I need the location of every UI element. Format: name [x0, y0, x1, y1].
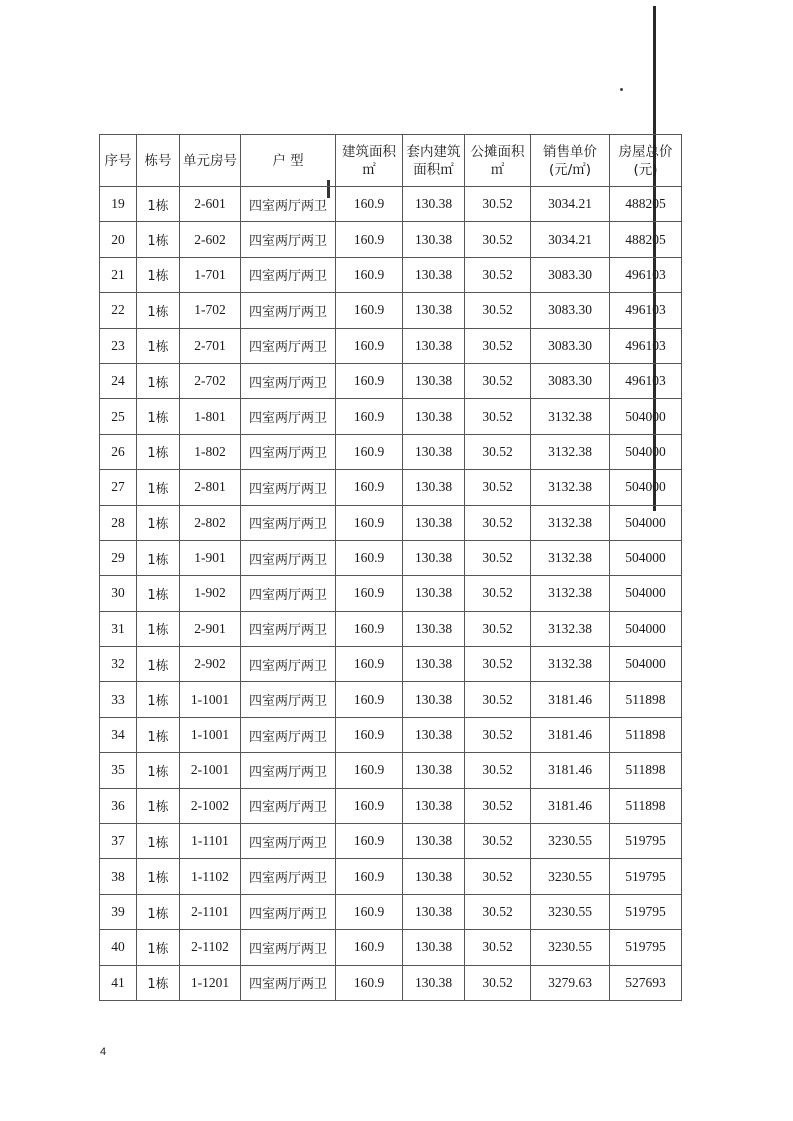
cell-index: 22: [100, 293, 137, 328]
cell-unit-price: 3132.38: [531, 505, 610, 540]
cell-gross-area: 160.9: [336, 717, 403, 752]
cell-shared-area: 30.52: [465, 824, 531, 859]
cell-building: 1栋: [137, 894, 180, 929]
cell-index: 30: [100, 576, 137, 611]
cell-unit-price: 3083.30: [531, 363, 610, 398]
cell-index: 32: [100, 647, 137, 682]
cell-total-price: 519795: [610, 894, 682, 929]
cell-total-price: 511898: [610, 788, 682, 823]
table-row: [100, 788, 682, 823]
cell-layout: 四室两厅两卫: [241, 717, 336, 752]
cell-unit: 1-1001: [180, 682, 241, 717]
cell-inner-area: 130.38: [403, 505, 465, 540]
cell-inner-area: 130.38: [403, 788, 465, 823]
table-row: [100, 894, 682, 929]
cell-total-price: 519795: [610, 859, 682, 894]
cell-building: 1栋: [137, 293, 180, 328]
cell-total-price: 504000: [610, 540, 682, 575]
cell-shared-area: 30.52: [465, 788, 531, 823]
cell-inner-area: 130.38: [403, 293, 465, 328]
cell-layout: 四室两厅两卫: [241, 647, 336, 682]
cell-building: 1栋: [137, 187, 180, 222]
cell-building: 1栋: [137, 965, 180, 1000]
cell-layout: 四室两厅两卫: [241, 328, 336, 363]
cell-index: 36: [100, 788, 137, 823]
cell-shared-area: 30.52: [465, 682, 531, 717]
cell-inner-area: 130.38: [403, 470, 465, 505]
cell-unit: 1-1001: [180, 717, 241, 752]
cell-index: 19: [100, 187, 137, 222]
header-text: (元): [633, 161, 658, 178]
cell-total-price: 488205: [610, 222, 682, 257]
cell-unit-price: 3230.55: [531, 824, 610, 859]
cell-unit-price: 3034.21: [531, 187, 610, 222]
header-col-building: [137, 135, 180, 187]
cell-unit: 2-1002: [180, 788, 241, 823]
cell-unit: 1-902: [180, 576, 241, 611]
cell-inner-area: 130.38: [403, 257, 465, 292]
header-text: 栋号: [144, 152, 172, 169]
cell-shared-area: 30.52: [465, 647, 531, 682]
cell-layout: 四室两厅两卫: [241, 293, 336, 328]
header-text: ㎡: [490, 161, 505, 178]
cell-index: 24: [100, 363, 137, 398]
cell-unit-price: 3132.38: [531, 611, 610, 646]
cell-gross-area: 160.9: [336, 540, 403, 575]
cell-layout: 四室两厅两卫: [241, 611, 336, 646]
table-row: [100, 293, 682, 328]
table-row: [100, 753, 682, 788]
cell-gross-area: 160.9: [336, 611, 403, 646]
cell-building: 1栋: [137, 682, 180, 717]
cell-building: 1栋: [137, 930, 180, 965]
cell-inner-area: 130.38: [403, 222, 465, 257]
cell-total-price: 504000: [610, 576, 682, 611]
cell-index: 23: [100, 328, 137, 363]
cell-gross-area: 160.9: [336, 894, 403, 929]
cell-inner-area: 130.38: [403, 894, 465, 929]
cell-building: 1栋: [137, 399, 180, 434]
cell-building: 1栋: [137, 434, 180, 469]
cell-gross-area: 160.9: [336, 222, 403, 257]
cell-shared-area: 30.52: [465, 505, 531, 540]
table-row: [100, 505, 682, 540]
cell-unit-price: 3181.46: [531, 753, 610, 788]
cell-total-price: 504000: [610, 434, 682, 469]
cell-inner-area: 130.38: [403, 647, 465, 682]
cell-total-price: 504000: [610, 611, 682, 646]
cell-shared-area: 30.52: [465, 859, 531, 894]
cell-unit: 2-901: [180, 611, 241, 646]
cell-index: 41: [100, 965, 137, 1000]
header-text: 序号: [104, 152, 132, 169]
cell-total-price: 504000: [610, 399, 682, 434]
cell-layout: 四室两厅两卫: [241, 187, 336, 222]
page-number: 4: [100, 1046, 107, 1058]
cell-unit: 1-1201: [180, 965, 241, 1000]
cell-unit: 2-601: [180, 187, 241, 222]
cell-unit: 2-801: [180, 470, 241, 505]
cell-building: 1栋: [137, 717, 180, 752]
cell-index: 26: [100, 434, 137, 469]
cell-inner-area: 130.38: [403, 717, 465, 752]
header-text: 销售单价: [543, 143, 597, 160]
cell-total-price: 504000: [610, 470, 682, 505]
cell-unit: 2-1101: [180, 894, 241, 929]
cell-unit-price: 3083.30: [531, 293, 610, 328]
cell-total-price: 488205: [610, 187, 682, 222]
cell-gross-area: 160.9: [336, 682, 403, 717]
cell-index: 31: [100, 611, 137, 646]
cell-unit: 2-701: [180, 328, 241, 363]
cell-inner-area: 130.38: [403, 540, 465, 575]
cell-building: 1栋: [137, 824, 180, 859]
cell-inner-area: 130.38: [403, 611, 465, 646]
cell-total-price: 511898: [610, 717, 682, 752]
header-text: 面积㎡: [413, 161, 454, 178]
table-row: [100, 540, 682, 575]
cell-building: 1栋: [137, 753, 180, 788]
table-row: [100, 611, 682, 646]
cell-inner-area: 130.38: [403, 434, 465, 469]
cell-building: 1栋: [137, 576, 180, 611]
table-row: [100, 187, 682, 222]
table-header-row: [100, 135, 682, 187]
cell-building: 1栋: [137, 611, 180, 646]
cell-unit: 2-1102: [180, 930, 241, 965]
cell-index: 27: [100, 470, 137, 505]
cell-layout: 四室两厅两卫: [241, 682, 336, 717]
header-col-unit-price: [531, 135, 610, 187]
cell-inner-area: 130.38: [403, 965, 465, 1000]
cell-inner-area: 130.38: [403, 328, 465, 363]
table-row: [100, 647, 682, 682]
cell-layout: 四室两厅两卫: [241, 399, 336, 434]
cell-layout: 四室两厅两卫: [241, 965, 336, 1000]
cell-gross-area: 160.9: [336, 293, 403, 328]
cell-layout: 四室两厅两卫: [241, 894, 336, 929]
cell-index: 40: [100, 930, 137, 965]
table-row: [100, 328, 682, 363]
cell-unit-price: 3230.55: [531, 930, 610, 965]
cell-index: 34: [100, 717, 137, 752]
header-text: 公摊面积: [470, 143, 525, 160]
cell-unit: 1-702: [180, 293, 241, 328]
cell-unit: 2-902: [180, 647, 241, 682]
cell-total-price: 527693: [610, 965, 682, 1000]
table-row: [100, 682, 682, 717]
housing-price-table: [99, 134, 682, 1001]
header-col-inner-area: [403, 135, 465, 187]
cell-gross-area: 160.9: [336, 753, 403, 788]
header-text: (元/㎡): [548, 161, 592, 178]
cell-unit-price: 3083.30: [531, 257, 610, 292]
cell-unit: 2-602: [180, 222, 241, 257]
header-text: 户 型: [272, 152, 304, 169]
cell-unit: 1-1102: [180, 859, 241, 894]
header-col-layout: [241, 135, 336, 187]
cell-total-price: 496103: [610, 328, 682, 363]
cell-shared-area: 30.52: [465, 399, 531, 434]
table-row: [100, 470, 682, 505]
cell-building: 1栋: [137, 540, 180, 575]
cell-unit-price: 3132.38: [531, 470, 610, 505]
cell-layout: 四室两厅两卫: [241, 505, 336, 540]
cell-total-price: 519795: [610, 930, 682, 965]
cell-shared-area: 30.52: [465, 753, 531, 788]
cell-total-price: 511898: [610, 753, 682, 788]
header-text: 房屋总价: [618, 143, 673, 160]
cell-total-price: 496103: [610, 293, 682, 328]
header-col-unit: [180, 135, 241, 187]
cell-gross-area: 160.9: [336, 328, 403, 363]
cell-layout: 四室两厅两卫: [241, 753, 336, 788]
cell-building: 1栋: [137, 257, 180, 292]
cell-unit-price: 3132.38: [531, 647, 610, 682]
cell-gross-area: 160.9: [336, 859, 403, 894]
cell-layout: 四室两厅两卫: [241, 222, 336, 257]
cell-layout: 四室两厅两卫: [241, 859, 336, 894]
cell-gross-area: 160.9: [336, 576, 403, 611]
cell-unit-price: 3132.38: [531, 576, 610, 611]
cell-building: 1栋: [137, 328, 180, 363]
cell-layout: 四室两厅两卫: [241, 540, 336, 575]
cell-gross-area: 160.9: [336, 470, 403, 505]
header-col-index: [100, 135, 137, 187]
cell-total-price: 496103: [610, 363, 682, 398]
cell-inner-area: 130.38: [403, 363, 465, 398]
cell-building: 1栋: [137, 363, 180, 398]
cell-inner-area: 130.38: [403, 187, 465, 222]
table-row: [100, 717, 682, 752]
cell-index: 35: [100, 753, 137, 788]
cell-unit: 1-901: [180, 540, 241, 575]
cell-unit: 2-802: [180, 505, 241, 540]
cell-index: 33: [100, 682, 137, 717]
cell-index: 20: [100, 222, 137, 257]
cell-gross-area: 160.9: [336, 647, 403, 682]
cell-building: 1栋: [137, 788, 180, 823]
cell-unit: 1-1101: [180, 824, 241, 859]
cell-gross-area: 160.9: [336, 824, 403, 859]
cell-unit-price: 3083.30: [531, 328, 610, 363]
cell-unit-price: 3279.63: [531, 965, 610, 1000]
table-row: [100, 222, 682, 257]
cell-shared-area: 30.52: [465, 894, 531, 929]
cell-unit-price: 3230.55: [531, 894, 610, 929]
cell-index: 38: [100, 859, 137, 894]
cell-shared-area: 30.52: [465, 328, 531, 363]
cell-unit-price: 3181.46: [531, 788, 610, 823]
cell-unit-price: 3181.46: [531, 682, 610, 717]
cell-inner-area: 130.38: [403, 576, 465, 611]
cell-unit: 2-1001: [180, 753, 241, 788]
table-row: [100, 257, 682, 292]
table-row: [100, 434, 682, 469]
header-col-total-price: [610, 135, 682, 187]
cell-total-price: 511898: [610, 682, 682, 717]
cell-unit: 1-701: [180, 257, 241, 292]
cell-shared-area: 30.52: [465, 434, 531, 469]
table-body: [100, 187, 682, 1001]
cell-gross-area: 160.9: [336, 363, 403, 398]
cell-gross-area: 160.9: [336, 257, 403, 292]
cell-building: 1栋: [137, 647, 180, 682]
cell-shared-area: 30.52: [465, 930, 531, 965]
header-text: ㎡: [362, 161, 376, 178]
cell-unit-price: 3132.38: [531, 399, 610, 434]
cell-gross-area: 160.9: [336, 187, 403, 222]
cell-shared-area: 30.52: [465, 222, 531, 257]
cell-layout: 四室两厅两卫: [241, 824, 336, 859]
cell-inner-area: 130.38: [403, 682, 465, 717]
cell-shared-area: 30.52: [465, 576, 531, 611]
cell-gross-area: 160.9: [336, 788, 403, 823]
cell-unit-price: 3181.46: [531, 717, 610, 752]
cell-building: 1栋: [137, 859, 180, 894]
cell-unit-price: 3132.38: [531, 540, 610, 575]
cell-total-price: 519795: [610, 824, 682, 859]
table-row: [100, 824, 682, 859]
cell-shared-area: 30.52: [465, 187, 531, 222]
cell-layout: 四室两厅两卫: [241, 470, 336, 505]
cell-shared-area: 30.52: [465, 717, 531, 752]
cell-unit-price: 3230.55: [531, 859, 610, 894]
header-col-shared-area: [465, 135, 531, 187]
cell-building: 1栋: [137, 505, 180, 540]
cell-total-price: 504000: [610, 647, 682, 682]
cell-unit: 2-702: [180, 363, 241, 398]
header-text: 套内建筑: [406, 143, 461, 160]
cell-index: 39: [100, 894, 137, 929]
cell-building: 1栋: [137, 222, 180, 257]
cell-shared-area: 30.52: [465, 470, 531, 505]
cell-shared-area: 30.52: [465, 293, 531, 328]
cell-gross-area: 160.9: [336, 399, 403, 434]
cell-shared-area: 30.52: [465, 257, 531, 292]
cell-index: 25: [100, 399, 137, 434]
cell-inner-area: 130.38: [403, 399, 465, 434]
cell-unit: 1-801: [180, 399, 241, 434]
table-row: [100, 859, 682, 894]
cell-inner-area: 130.38: [403, 824, 465, 859]
cell-total-price: 496103: [610, 257, 682, 292]
header-text: 建筑面积: [342, 143, 396, 160]
cell-layout: 四室两厅两卫: [241, 930, 336, 965]
table-row: [100, 965, 682, 1000]
cell-shared-area: 30.52: [465, 363, 531, 398]
cell-gross-area: 160.9: [336, 930, 403, 965]
cell-unit-price: 3132.38: [531, 434, 610, 469]
table-row: [100, 576, 682, 611]
header-text: 单元房号: [183, 152, 237, 169]
cell-inner-area: 130.38: [403, 859, 465, 894]
scan-artifact-dot: [620, 88, 623, 91]
cell-layout: 四室两厅两卫: [241, 434, 336, 469]
cell-index: 28: [100, 505, 137, 540]
cell-gross-area: 160.9: [336, 505, 403, 540]
cell-unit-price: 3034.21: [531, 222, 610, 257]
cell-index: 29: [100, 540, 137, 575]
cell-gross-area: 160.9: [336, 965, 403, 1000]
cell-layout: 四室两厅两卫: [241, 257, 336, 292]
cell-index: 21: [100, 257, 137, 292]
cell-inner-area: 130.38: [403, 930, 465, 965]
table-row: [100, 930, 682, 965]
cell-shared-area: 30.52: [465, 540, 531, 575]
cell-inner-area: 130.38: [403, 753, 465, 788]
cell-building: 1栋: [137, 470, 180, 505]
cell-gross-area: 160.9: [336, 434, 403, 469]
table-row: [100, 363, 682, 398]
cell-layout: 四室两厅两卫: [241, 576, 336, 611]
cell-index: 37: [100, 824, 137, 859]
cell-layout: 四室两厅两卫: [241, 363, 336, 398]
cell-total-price: 504000: [610, 505, 682, 540]
cell-shared-area: 30.52: [465, 965, 531, 1000]
header-col-gross-area: [336, 135, 403, 187]
cell-unit: 1-802: [180, 434, 241, 469]
cell-layout: 四室两厅两卫: [241, 788, 336, 823]
cell-shared-area: 30.52: [465, 611, 531, 646]
table-row: [100, 399, 682, 434]
